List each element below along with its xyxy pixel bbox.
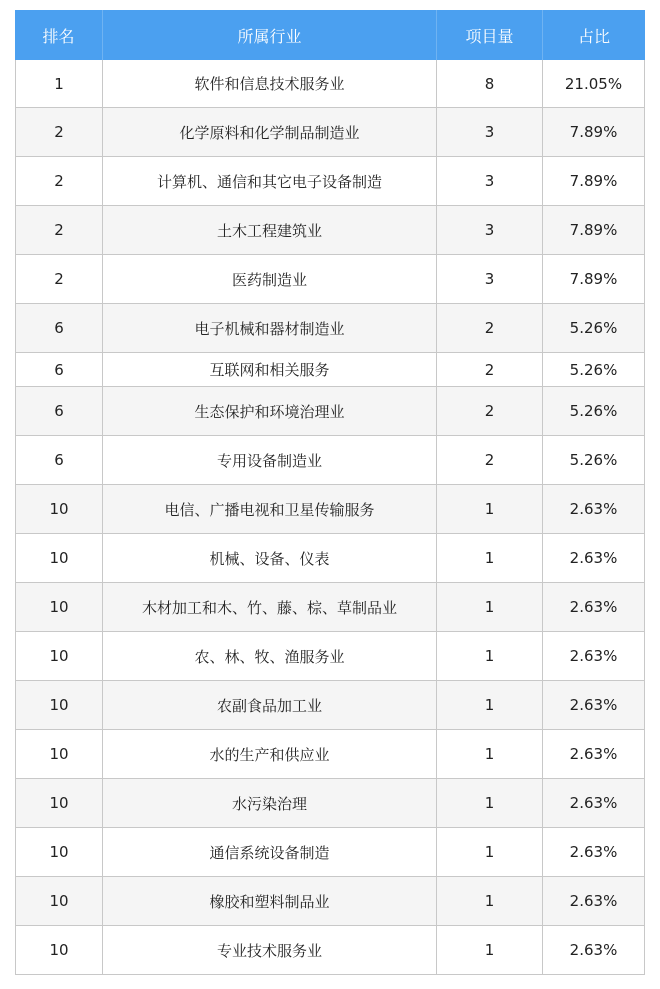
table-row xyxy=(16,60,644,108)
cell-industry: 专业技术服务业 xyxy=(103,926,437,974)
cell-count: 1 xyxy=(437,926,543,974)
cell-count: 2 xyxy=(437,353,543,386)
cell-share: 7.89% xyxy=(569,270,618,288)
table-row xyxy=(16,108,644,157)
cell-industry: 医药制造业 xyxy=(103,255,437,303)
cell-rank: 10 xyxy=(16,730,103,778)
cell-industry: 专用设备制造业 xyxy=(103,436,437,484)
cell-rank: 10 xyxy=(16,534,103,582)
cell-rank: 10 xyxy=(16,583,103,631)
cell-industry: 化学原料和化学制品制造业 xyxy=(103,108,437,156)
table-body xyxy=(16,60,644,975)
table-row xyxy=(16,779,644,828)
cell-rank: 10 xyxy=(16,779,103,827)
cell-count: 3 xyxy=(437,255,543,303)
table-row xyxy=(16,632,644,681)
table-row xyxy=(16,485,644,534)
cell-count: 2 xyxy=(437,387,543,435)
cell-share: 21.05% xyxy=(564,74,623,93)
cell-industry: 计算机、通信和其它电子设备制造 xyxy=(103,157,437,205)
cell-share: 2.63% xyxy=(569,598,618,616)
table-row xyxy=(16,353,644,387)
cell-industry: 生态保护和环境治理业 xyxy=(103,387,437,435)
table-row xyxy=(16,828,644,877)
cell-rank: 6 xyxy=(16,436,103,484)
cell-rank: 10 xyxy=(16,828,103,876)
cell-count: 1 xyxy=(437,534,543,582)
cell-industry: 水污染治理 xyxy=(103,779,437,827)
cell-share: 7.89% xyxy=(569,172,618,190)
cell-count: 1 xyxy=(437,632,543,680)
cell-share: 7.89% xyxy=(569,123,618,141)
cell-count: 1 xyxy=(437,877,543,925)
table-row xyxy=(16,681,644,730)
cell-count: 3 xyxy=(437,108,543,156)
table-row xyxy=(16,730,644,779)
cell-count: 8 xyxy=(437,60,543,107)
cell-rank: 10 xyxy=(16,877,103,925)
header-rank: 排名 xyxy=(15,10,103,60)
cell-share: 2.63% xyxy=(569,549,618,567)
cell-count: 1 xyxy=(437,485,543,533)
cell-rank: 1 xyxy=(16,60,103,107)
table-row xyxy=(16,206,644,255)
cell-industry: 木材加工和木、竹、藤、棕、草制品业 xyxy=(103,583,437,631)
cell-industry: 互联网和相关服务 xyxy=(103,353,437,386)
cell-industry: 机械、设备、仪表 xyxy=(103,534,437,582)
cell-share: 5.26% xyxy=(569,402,618,420)
cell-industry: 软件和信息技术服务业 xyxy=(103,60,437,107)
table-row xyxy=(16,534,644,583)
table-row xyxy=(16,255,644,304)
cell-industry: 电信、广播电视和卫星传输服务 xyxy=(103,485,437,533)
cell-industry: 橡胶和塑料制品业 xyxy=(103,877,437,925)
table-row xyxy=(16,387,644,436)
cell-rank: 10 xyxy=(16,632,103,680)
cell-share: 2.63% xyxy=(569,892,618,910)
cell-rank: 2 xyxy=(16,206,103,254)
cell-count: 1 xyxy=(437,779,543,827)
cell-count: 1 xyxy=(437,828,543,876)
cell-rank: 2 xyxy=(16,157,103,205)
table-row xyxy=(16,157,644,206)
table-header xyxy=(15,10,645,60)
header-share: 占比 xyxy=(577,26,610,46)
table-row xyxy=(16,304,644,353)
table-row xyxy=(16,436,644,485)
cell-rank: 10 xyxy=(16,681,103,729)
cell-share: 2.63% xyxy=(569,745,618,763)
industry-table xyxy=(15,10,645,975)
table-row xyxy=(16,583,644,632)
cell-industry: 通信系统设备制造 xyxy=(103,828,437,876)
cell-count: 1 xyxy=(437,681,543,729)
cell-rank: 2 xyxy=(16,108,103,156)
cell-count: 1 xyxy=(437,583,543,631)
cell-industry: 电子机械和器材制造业 xyxy=(103,304,437,352)
cell-rank: 6 xyxy=(16,387,103,435)
cell-rank: 10 xyxy=(16,485,103,533)
cell-industry: 水的生产和供应业 xyxy=(103,730,437,778)
cell-share: 7.89% xyxy=(569,221,618,239)
cell-share: 2.63% xyxy=(569,647,618,665)
cell-industry: 土木工程建筑业 xyxy=(103,206,437,254)
cell-industry: 农副食品加工业 xyxy=(103,681,437,729)
header-count: 项目量 xyxy=(437,10,543,60)
cell-share: 5.26% xyxy=(569,319,618,337)
cell-count: 3 xyxy=(437,157,543,205)
cell-rank: 6 xyxy=(16,353,103,386)
cell-share: 5.26% xyxy=(569,360,618,379)
cell-rank: 2 xyxy=(16,255,103,303)
cell-share: 2.63% xyxy=(569,941,618,959)
table-row xyxy=(16,877,644,926)
cell-count: 3 xyxy=(437,206,543,254)
cell-rank: 10 xyxy=(16,926,103,974)
header-industry: 所属行业 xyxy=(103,10,437,60)
cell-count: 1 xyxy=(437,730,543,778)
cell-rank: 6 xyxy=(16,304,103,352)
cell-share: 5.26% xyxy=(569,451,618,469)
cell-share: 2.63% xyxy=(569,794,618,812)
cell-count: 2 xyxy=(437,436,543,484)
cell-count: 2 xyxy=(437,304,543,352)
cell-share: 2.63% xyxy=(569,500,618,518)
table-row xyxy=(16,926,644,975)
cell-share: 2.63% xyxy=(569,843,618,861)
cell-industry: 农、林、牧、渔服务业 xyxy=(103,632,437,680)
cell-share: 2.63% xyxy=(569,696,618,714)
